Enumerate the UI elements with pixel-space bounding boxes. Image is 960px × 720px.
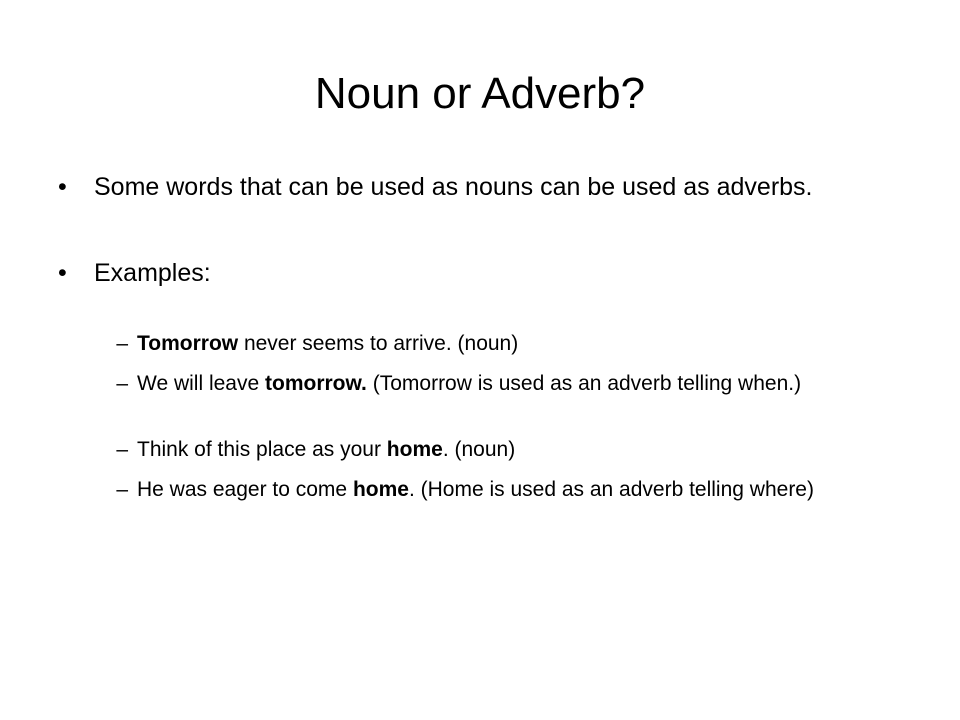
bullet-text: Examples: (94, 259, 211, 287)
example-bold-word: Tomorrow (137, 332, 239, 355)
bullet-marker: • (58, 259, 67, 287)
example-bold-word: home (352, 478, 409, 501)
slide-title: Noun or Adverb? (314, 69, 646, 118)
dash-marker: – (116, 438, 128, 461)
example-text: We will leave (137, 372, 265, 395)
example-item (48, 369, 908, 398)
example-bold-word: tomorrow. (265, 372, 367, 395)
bullet-text: Some words that can be used as nouns can be used as adverbs. (94, 173, 813, 201)
example-text: He was eager to come (137, 478, 353, 501)
example-bold-word: home (386, 438, 443, 461)
example-text: . (noun) (442, 438, 516, 461)
dash-marker: – (116, 478, 128, 501)
bullet-definition (48, 170, 908, 204)
example-item (48, 475, 908, 504)
examples-list (48, 329, 908, 504)
example-text: (Tomorrow is used as an adverb telling when.) (366, 372, 802, 395)
example-item (48, 329, 908, 358)
example-item (48, 435, 908, 464)
example-text: . (Home is used as an adverb telling where) (408, 478, 814, 501)
bullet-examples (48, 256, 908, 290)
example-text: never seems to arrive. (noun) (238, 332, 519, 355)
slide-content (48, 166, 908, 504)
dash-marker: – (116, 372, 128, 395)
example-text: Think of this place as your (137, 438, 387, 461)
dash-marker: – (116, 332, 128, 355)
bullet-marker: • (58, 173, 67, 201)
